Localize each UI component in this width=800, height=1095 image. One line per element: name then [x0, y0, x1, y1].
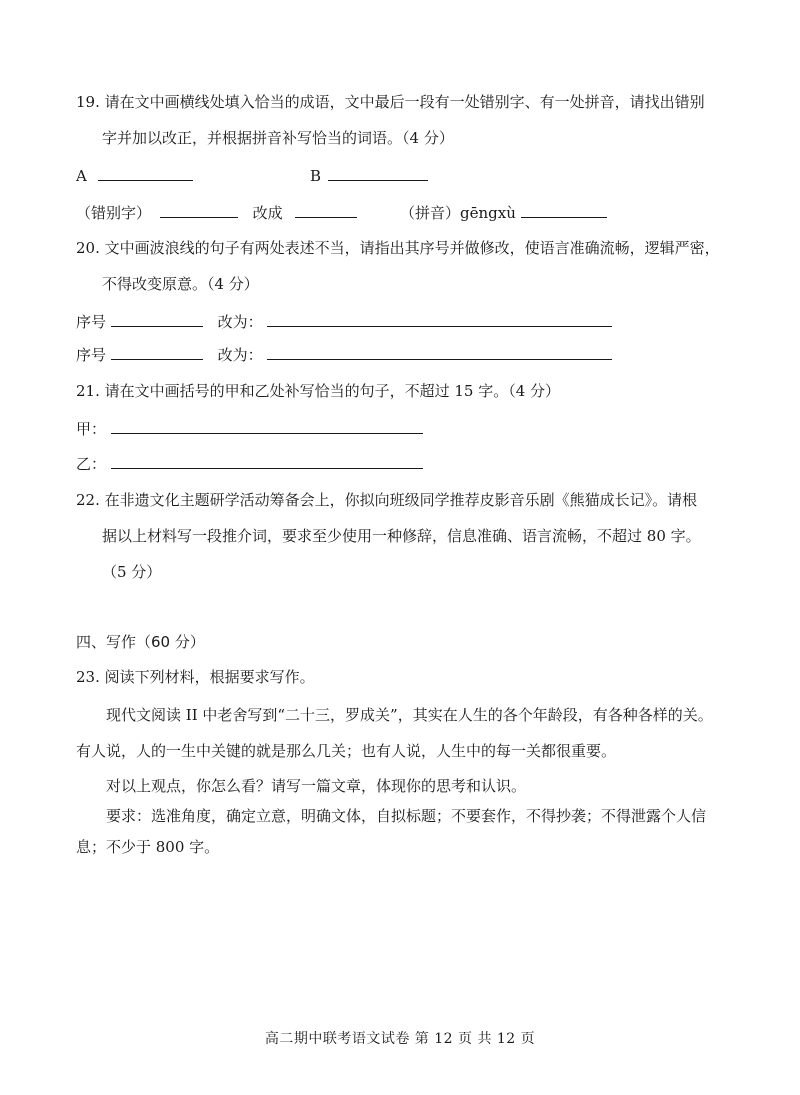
- q22-line1: 22. 在非遗文化主题研学活动筹备会上，你拟向班级同学推荐皮影音乐剧《熊猫成长记》。请根: [76, 491, 698, 509]
- change-label: 改为：: [217, 346, 263, 364]
- yi-label: 乙：: [76, 455, 107, 473]
- blank-pinyin[interactable]: [521, 202, 607, 218]
- q19-line1: 19. 请在文中画横线处填入恰当的成语，文中最后一段有一处错别字、有一处拼音，请找出错别: [76, 93, 705, 111]
- q22-line2: 据以上材料写一段推介词，要求至少使用一种修辞，信息准确、语言流畅，不超过 80 字。: [102, 527, 701, 545]
- q23-material-p2: 有人说，人的一生中关键的就是那么几关；也有人说，人生中的每一关都很重要。: [76, 742, 617, 760]
- q23-requirements-line1: 要求：选准角度，确定立意，明确文体，自拟标题；不要套作，不得抄袭；不得泄露个人信: [106, 807, 707, 825]
- q21-jia-row: [76, 418, 423, 439]
- blank-seq-1[interactable]: [111, 311, 203, 327]
- seq-label: 序号: [76, 346, 107, 364]
- q19-line2: 字并加以改正，并根据拼音补写恰当的词语。（4 分）: [102, 129, 454, 147]
- blank-typo[interactable]: [160, 202, 238, 218]
- section-four-title: 四、写作（60 分）: [76, 633, 205, 651]
- blank-a[interactable]: [98, 165, 193, 181]
- blank-jia[interactable]: [111, 418, 423, 434]
- q22-line3: （5 分）: [102, 563, 162, 581]
- change-label: 改为：: [217, 313, 263, 331]
- q20-answer-row-1: [76, 311, 612, 332]
- typo-label: （错别字）: [76, 204, 152, 222]
- q23-requirements-line2: 息；不少于 800 字。: [76, 838, 220, 856]
- q23-line1: 23. 阅读下列材料，根据要求写作。: [76, 668, 315, 686]
- q23-material-p1: 现代文阅读 II 中老舍写到“二十三，罗成关”，其实在人生的各个年龄段，有各种各样的关。: [106, 706, 713, 724]
- blank-b[interactable]: [328, 165, 428, 181]
- blank-fix[interactable]: [295, 202, 357, 218]
- q21-yi-row: [76, 453, 423, 474]
- fix-label: 改成: [252, 204, 283, 222]
- q20-line1: 20. 文中画波浪线的句子有两处表述不当，请指出其序号并做修改，使语言准确流畅，逻辑严密，: [76, 239, 720, 257]
- q19-typo-row: [76, 202, 357, 223]
- jia-label: 甲：: [76, 420, 107, 438]
- label-a: A: [76, 167, 87, 185]
- q23-prompt: 对以上观点，你怎么看？请写一篇文章，体现你的思考和认识。: [106, 777, 527, 795]
- blank-seq-2[interactable]: [111, 344, 203, 360]
- label-b: B: [310, 167, 322, 185]
- q19-pinyin-row: [400, 202, 607, 223]
- q21-line1: 21. 请在文中画括号的甲和乙处补写恰当的句子，不超过 15 字。（4 分）: [76, 382, 561, 400]
- blank-change-1[interactable]: [267, 311, 612, 327]
- pinyin-label: （拼音）gēngxù: [400, 204, 516, 222]
- q20-line2: 不得改变原意。（4 分）: [102, 275, 259, 293]
- q19-answer-row-ab: [76, 165, 193, 186]
- blank-change-2[interactable]: [267, 344, 612, 360]
- blank-yi[interactable]: [111, 453, 423, 469]
- seq-label: 序号: [76, 313, 107, 331]
- page-footer: 高二期中联考语文试卷 第 12 页 共 12 页: [264, 1031, 536, 1047]
- q20-answer-row-2: [76, 344, 612, 365]
- q19-answer-b: [310, 165, 428, 186]
